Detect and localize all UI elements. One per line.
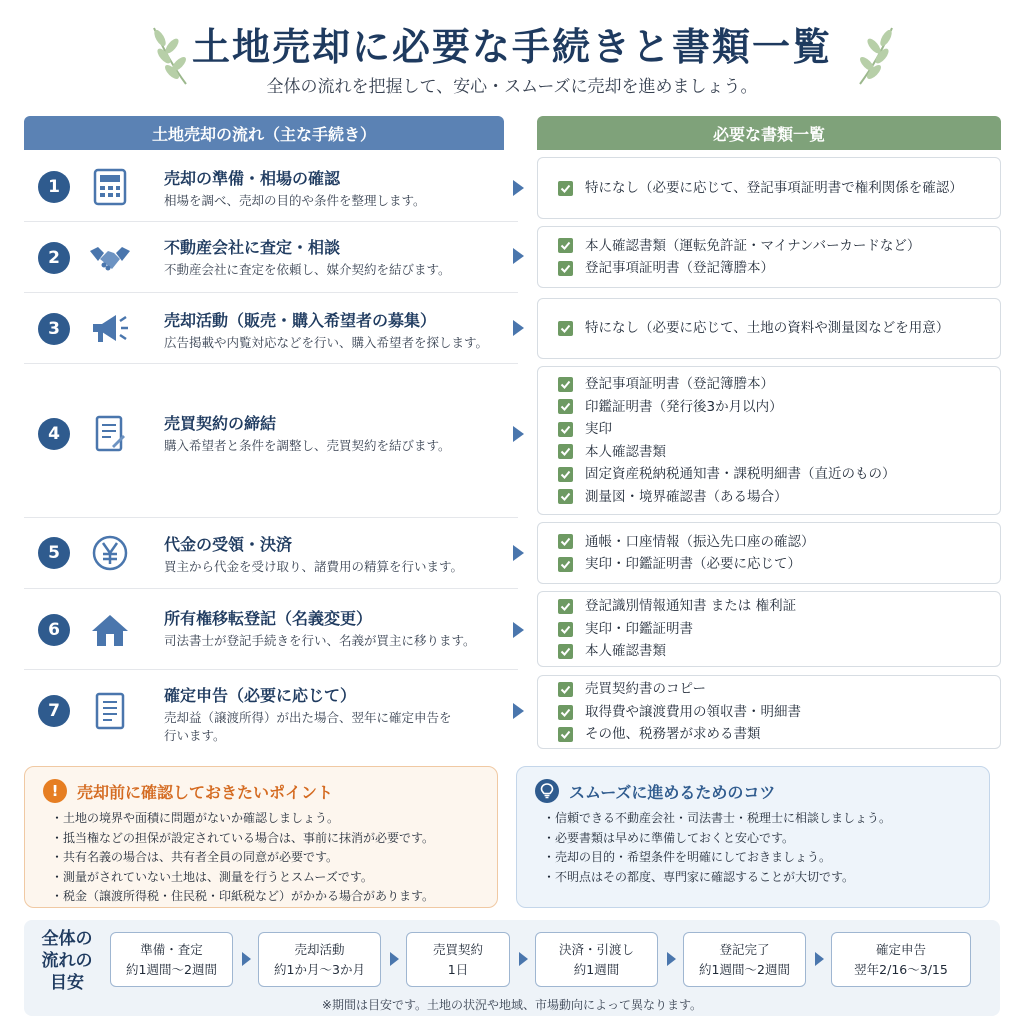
document-item: 売買契約書のコピー	[558, 678, 1000, 701]
checkbox-icon	[558, 644, 573, 659]
flow-arrow-icon	[513, 426, 524, 442]
step-number: 2	[38, 242, 70, 274]
step-description: 買主から代金を受け取り、諸費用の精算を行います。	[164, 559, 464, 574]
step-title: 売却の準備・相場の確認	[164, 169, 341, 188]
list-item: ・ 必要書類は早めに準備しておくと安心です。	[543, 829, 971, 849]
step-row	[24, 519, 518, 589]
step-title: 売却活動（販売・購入希望者の募集）	[164, 311, 437, 330]
points-box	[24, 766, 498, 908]
step-row	[24, 152, 518, 222]
checkbox-icon	[558, 727, 573, 742]
step-number: 3	[38, 313, 70, 345]
step-title: 不動産会社に査定・相談	[164, 238, 341, 257]
checkbox-icon	[558, 321, 573, 336]
calculator-icon	[88, 165, 132, 209]
document-item: 固定資産税納税通知書・課税明細書（直近のもの）	[558, 463, 1000, 486]
document-item: 本人確認書類	[558, 441, 1000, 464]
checkbox-icon	[558, 238, 573, 253]
document-item: 登記事項証明書（登記簿謄本）	[558, 373, 1000, 396]
document-item: 実印・印鑑証明書	[558, 618, 1000, 641]
step-row	[24, 590, 518, 670]
yen-icon	[88, 531, 132, 575]
step-number: 4	[38, 418, 70, 450]
checkbox-icon	[558, 377, 573, 392]
flow-arrow-icon	[513, 703, 524, 719]
step-number: 7	[38, 695, 70, 727]
step-number: 1	[38, 171, 70, 203]
document-item: 通帳・口座情報（振込先口座の確認）	[558, 531, 1000, 554]
checkbox-icon	[558, 705, 573, 720]
timeline-step: 準備・査定 約1週間～2週間	[110, 932, 233, 987]
document-icon	[88, 689, 132, 733]
document-list	[537, 157, 1001, 219]
document-item: 実印・印鑑証明書（必要に応じて）	[558, 553, 1000, 576]
step-number: 6	[38, 614, 70, 646]
document-item: 実印	[558, 418, 1000, 441]
document-item: 測量図・境界確認書（ある場合）	[558, 486, 1000, 509]
list-item: ・ 売却の目的・希望条件を明確にしておきましょう。	[543, 848, 971, 868]
timeline-arrow-icon	[519, 952, 528, 966]
timeline-note: ※期間は目安です。土地の状況や地域、市場動向によって異なります。	[321, 998, 703, 1012]
step-description: 不動産会社に査定を依頼し、媒介契約を結びます。	[164, 262, 451, 277]
timeline-arrow-icon	[815, 952, 824, 966]
document-list	[537, 366, 1001, 515]
document-list	[537, 675, 1001, 749]
page-title: 土地売却に必要な手続きと書類一覧	[191, 25, 832, 69]
list-item: ・ 不明点はその都度、専門家に確認することが大切です。	[543, 868, 971, 888]
leaf-branch-icon	[850, 24, 900, 88]
document-item: その他、税務署が求める書類	[558, 723, 1000, 746]
list-item: ・ 測量がされていない土地は、測量を行うとスムーズです。	[51, 868, 479, 888]
checkbox-icon	[558, 534, 573, 549]
document-item: 本人確認書類	[558, 640, 1000, 663]
tips-title: スムーズに進めるためのコツ	[569, 782, 776, 802]
timeline	[24, 920, 1000, 1016]
checkbox-icon	[558, 489, 573, 504]
document-item: 印鑑証明書（発行後3か月以内）	[558, 396, 1000, 419]
house-icon	[88, 608, 132, 652]
flow-arrow-icon	[513, 622, 524, 638]
tips-box	[516, 766, 990, 908]
checkbox-icon	[558, 422, 573, 437]
checkbox-icon	[558, 599, 573, 614]
flow-arrow-icon	[513, 320, 524, 336]
document-item: 取得費や譲渡費用の領収書・明細書	[558, 701, 1000, 724]
checkbox-icon	[558, 557, 573, 572]
list-item: ・ 共有名義の場合は、共有者全員の同意が必要です。	[51, 848, 479, 868]
list-item: ・ 土地の境界や面積に問題がないか確認しましょう。	[51, 809, 479, 829]
document-item: 登記識別情報通知書 または 権利証	[558, 595, 1000, 618]
flow-arrow-icon	[513, 180, 524, 196]
page-header	[0, 0, 1024, 110]
handshake-icon	[88, 236, 132, 280]
checkbox-icon	[558, 261, 573, 276]
flow-column-header: 土地売却の流れ（主な手続き）	[24, 116, 504, 150]
megaphone-icon	[88, 307, 132, 351]
page-subtitle: 全体の流れを把握して、安心・スムーズに売却を進めましょう。	[266, 77, 758, 97]
step-row	[24, 365, 518, 518]
checkbox-icon	[558, 399, 573, 414]
timeline-step: 売却活動 約1か月～3か月	[258, 932, 381, 987]
timeline-arrow-icon	[390, 952, 399, 966]
step-description: 広告掲載や内覧対応などを行い、購入希望者を探します。	[164, 335, 489, 350]
document-item: 登記事項証明書（登記簿謄本）	[558, 257, 1000, 280]
timeline-step: 登記完了 約1週間～2週間	[683, 932, 806, 987]
step-description: 購入希望者と条件を調整し、売買契約を結びます。	[164, 438, 451, 453]
exclamation-icon: !	[43, 779, 67, 803]
list-item: ・ 抵当権などの担保が設定されている場合は、事前に抹消が必要です。	[51, 829, 479, 849]
timeline-arrow-icon	[667, 952, 676, 966]
document-item: 特になし（必要に応じて、土地の資料や測量図などを用意）	[558, 317, 1000, 340]
step-description: 相場を調べ、売却の目的や条件を整理します。	[164, 193, 426, 208]
flow-arrow-icon	[513, 248, 524, 264]
timeline-label: 全体の 流れの 目安	[41, 929, 93, 993]
checkbox-icon	[558, 622, 573, 637]
step-title: 所有権移転登記（名義変更）	[164, 609, 373, 628]
checkbox-icon	[558, 444, 573, 459]
lightbulb-icon	[535, 779, 559, 803]
step-description: 司法書士が登記手続きを行い、名義が買主に移ります。	[164, 633, 476, 648]
document-item: 本人確認書類（運転免許証・マイナンバーカードなど）	[558, 235, 1000, 258]
list-item: ・ 信頼できる不動産会社・司法書士・税理士に相談しましょう。	[543, 809, 971, 829]
step-number: 5	[38, 537, 70, 569]
document-item: 特になし（必要に応じて、登記事項証明書で権利関係を確認）	[558, 177, 1000, 200]
step-row	[24, 671, 518, 751]
flow-arrow-icon	[513, 545, 524, 561]
checkbox-icon	[558, 682, 573, 697]
document-list	[537, 591, 1001, 667]
timeline-step: 決済・引渡し 約1週間	[535, 932, 658, 987]
step-title: 売買契約の締結	[164, 414, 277, 433]
step-description: 売却益（譲渡所得）が出た場合、翌年に確定申告を 行います。	[164, 710, 452, 743]
checkbox-icon	[558, 181, 573, 196]
document-list	[537, 298, 1001, 359]
step-row	[24, 294, 518, 364]
points-title: 売却前に確認しておきたいポイント	[77, 782, 334, 802]
timeline-step: 確定申告 翌年2/16～3/15	[831, 932, 971, 987]
checkbox-icon	[558, 467, 573, 482]
document-list	[537, 522, 1001, 584]
timeline-step: 売買契約 1日	[406, 932, 510, 987]
step-title: 確定申告（必要に応じて）	[164, 686, 357, 705]
contract-icon	[88, 412, 132, 456]
list-item: ・ 税金（譲渡所得税・住民税・印紙税など）がかかる場合があります。	[51, 887, 479, 907]
step-row	[24, 223, 518, 293]
document-list	[537, 226, 1001, 288]
timeline-arrow-icon	[242, 952, 251, 966]
step-title: 代金の受領・決済	[164, 535, 293, 554]
documents-column-header: 必要な書類一覧	[537, 116, 1001, 150]
